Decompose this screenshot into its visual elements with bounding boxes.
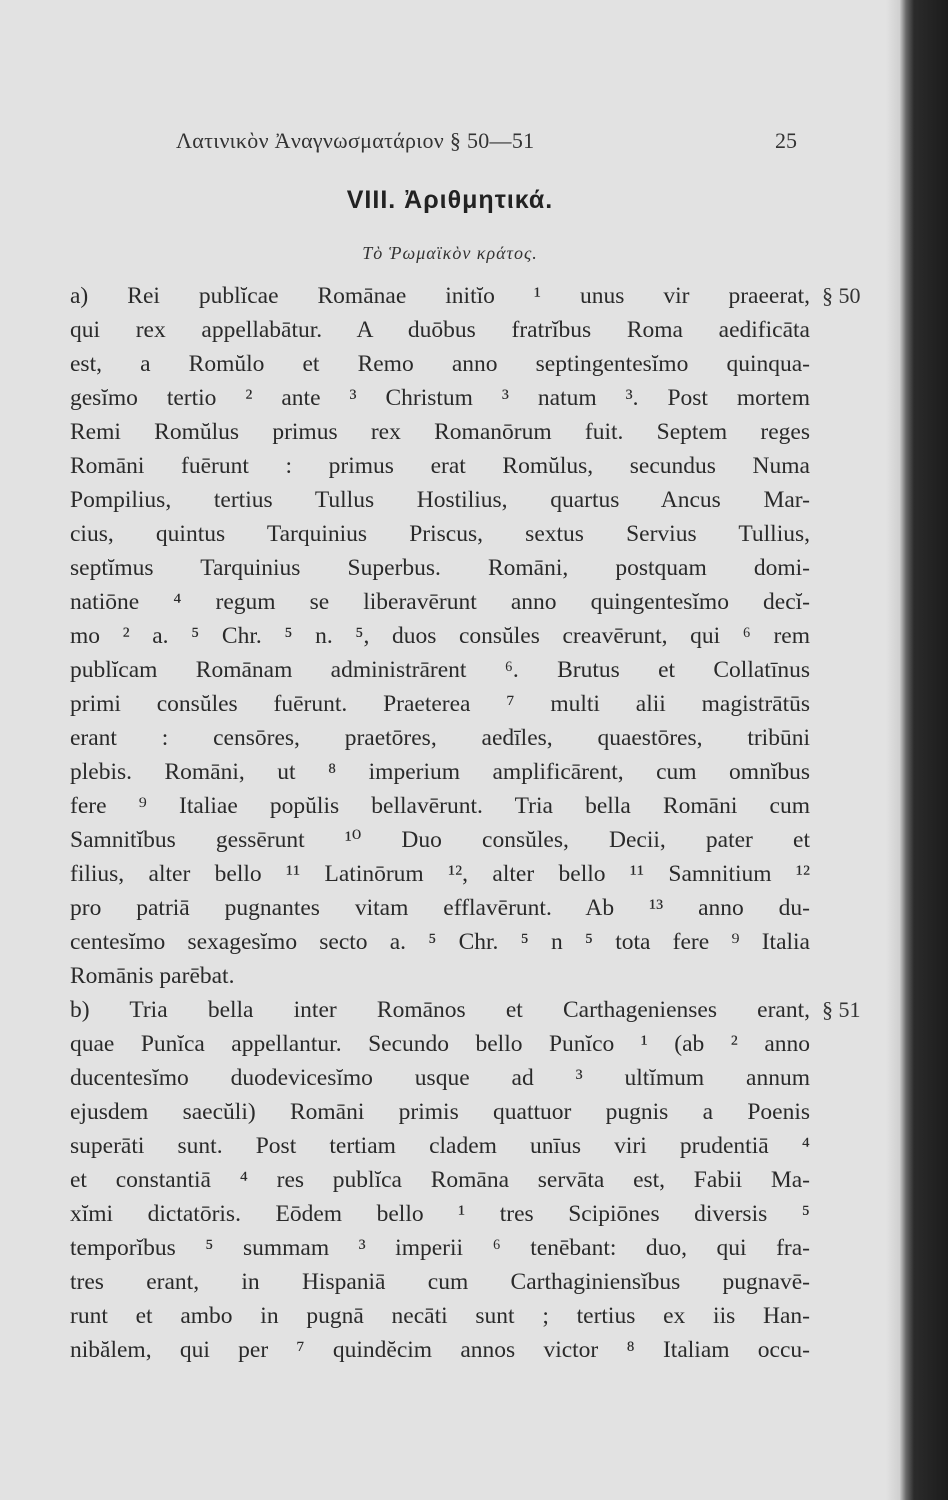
section-title: VIII. Ἀριθμητικά. (346, 186, 554, 214)
text-line: pro patriā pugnantes vitam efflavērunt. Ab ¹³ anno du- (70, 895, 810, 921)
text-line: plebis. Romāni, ut ⁸ imperium amplificārent, cum omnĭbus (70, 759, 810, 785)
running-head-title: Λατινικὸν Ἀναγνωσματάριον § 50—51 (176, 128, 535, 153)
paragraph-number-50: § 50 (822, 283, 861, 308)
text-line: erant : censōres, praetōres, aedīles, quaestōres, tribūni (70, 725, 810, 751)
text-line: Romānis parēbat. (70, 963, 235, 989)
text-line: a) Rei publĭcae Romānae initĭo ¹ unus vir praeerat, (70, 283, 810, 309)
text-line: ejusdem saecŭli) Romāni primis quattuor pugnis a Poenis (70, 1099, 810, 1125)
text-line: cius, quintus Tarquinius Priscus, sextus Servius Tullius, (70, 521, 810, 547)
section-subtitle: Τὸ Ῥωμαϊκὸν κράτος. (362, 243, 538, 263)
text-line: superāti sunt. Post tertiam cladem unīus viri prudentiā ⁴ (70, 1133, 810, 1159)
text-line: ducentesĭmo duodevicesĭmo usque ad ³ ultĭmum annum (70, 1065, 810, 1091)
text-line: gesĭmo tertio ² ante ³ Christum ³ natum ³. Post mortem (70, 385, 810, 411)
text-line: centesĭmo sexagesĭmo secto a. ⁵ Chr. ⁵ n ⁵ tota fere ⁹ Italia (70, 929, 810, 955)
page-number: 25 (775, 128, 797, 153)
body-text (70, 279, 810, 1367)
text-line: natiōne ⁴ regum se liberavērunt anno quingentesĭmo decĭ- (70, 589, 810, 615)
text-line: est, a Romŭlo et Remo anno septingentesĭmo quinqua- (70, 351, 810, 377)
text-line: filius, alter bello ¹¹ Latinōrum ¹², alter bello ¹¹ Samnitium ¹² (70, 861, 810, 887)
text-line: Pompilius, tertius Tullus Hostilius, quartus Ancus Mar- (70, 487, 810, 513)
text-line: nibălem, qui per ⁷ quindĕcim annos victor ⁸ Italiam occu- (70, 1337, 810, 1363)
text-line: tres erant, in Hispaniā cum Carthaginiensĭbus pugnavē- (70, 1269, 810, 1295)
text-line: publĭcam Romānam administrārent ⁶. Brutus et Collatīnus (70, 657, 810, 683)
text-line: runt et ambo in pugnā necāti sunt ; tertius ex iis Han- (70, 1303, 810, 1329)
text-line: temporĭbus ⁵ summam ³ imperii ⁶ tenēbant: duo, qui fra- (70, 1235, 810, 1261)
text-line: Romāni fuērunt : primus erat Romŭlus, secundus Numa (70, 453, 810, 479)
text-line: qui rex appellabātur. A duōbus fratrĭbus Roma aedificāta (70, 317, 810, 343)
text-line: Remi Romŭlus primus rex Romanōrum fuit. Septem reges (70, 419, 810, 445)
running-head (0, 124, 900, 158)
text-line: et constantiā ⁴ res publĭca Romāna servāta est, Fabii Ma- (70, 1167, 810, 1193)
text-line: quae Punĭca appellantur. Secundo bello Punĭco ¹ (ab ² anno (70, 1031, 810, 1057)
text-line: fere ⁹ Italiae popŭlis bellavērunt. Tria bella Romāni cum (70, 793, 810, 819)
text-line: xĭmi dictatōris. Eōdem bello ¹ tres Scipiōnes diversis ⁵ (70, 1201, 810, 1227)
text-line: b) Tria bella inter Romānos et Carthagenienses erant, (70, 997, 810, 1023)
text-line: mo ² a. ⁵ Chr. ⁵ n. ⁵, duos consŭles creavērunt, qui ⁶ rem (70, 623, 810, 649)
text-line: septĭmus Tarquinius Superbus. Romāni, postquam domi- (70, 555, 810, 581)
book-gutter-shadow (900, 0, 948, 1500)
page-edge (886, 0, 900, 1500)
paragraph-number-51: § 51 (822, 997, 861, 1022)
text-line: Samnitĭbus gessērunt ¹⁰ Duo consŭles, Decii, pater et (70, 827, 810, 853)
text-line: primi consŭles fuērunt. Praeterea ⁷ multi alii magistrātūs (70, 691, 810, 717)
